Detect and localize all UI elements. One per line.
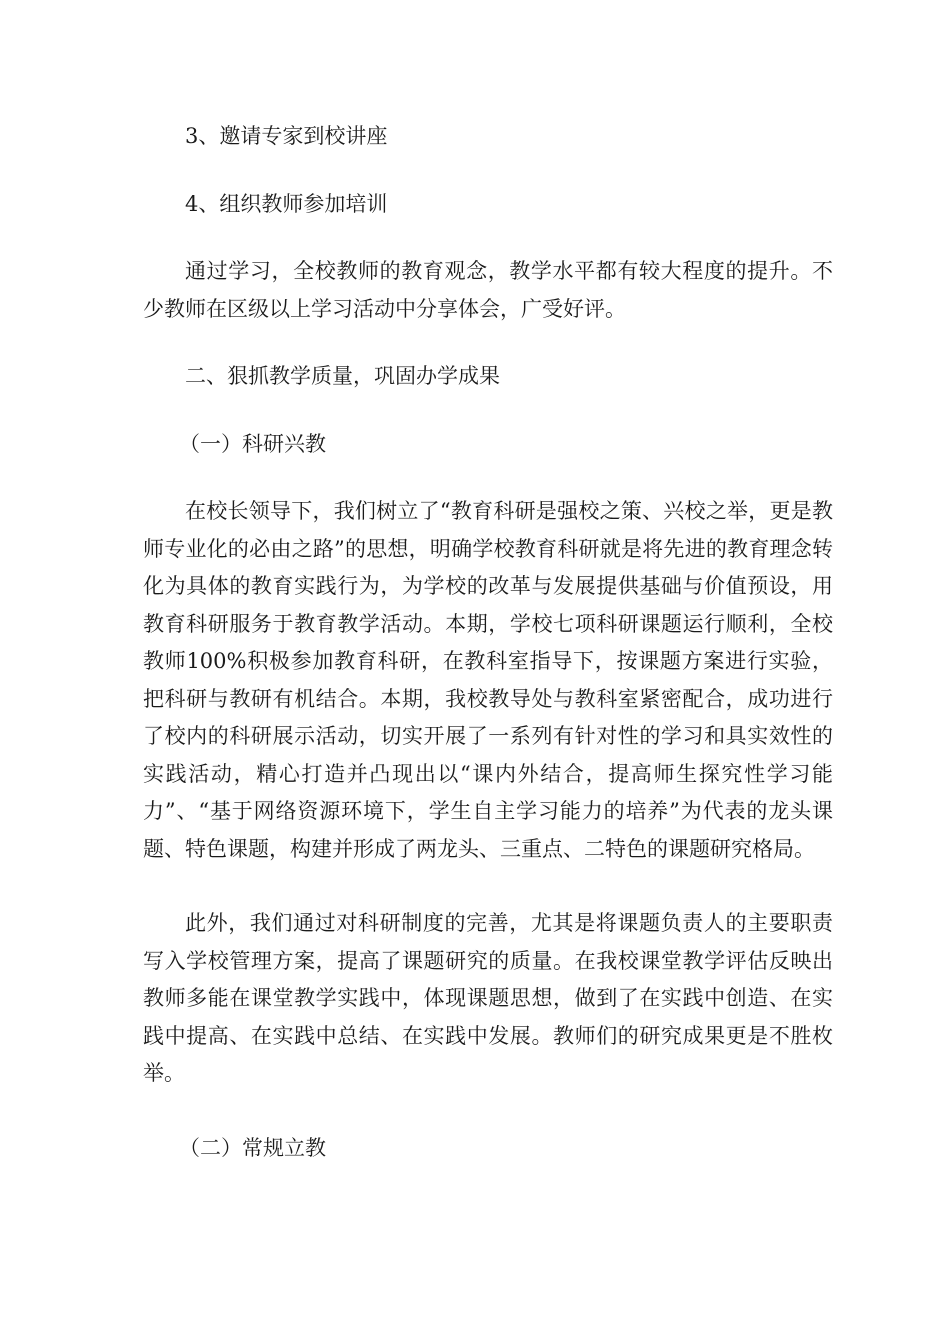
list-item-invite-experts: 3、邀请专家到校讲座 (185, 124, 388, 148)
subsection-heading-research: （一）科研兴教 (179, 431, 326, 456)
list-item-teacher-training: 4、组织教师参加培训 (185, 191, 388, 216)
section-heading: 二、狠抓教学质量，巩固办学成果 (185, 364, 500, 388)
document-body (143, 118, 833, 1167)
research-improvement-paragraph: 此外，我们通过对科研制度的完善，尤其是将课题负责人的主要职责写入学校管理方案，提高了课题研究的质量。在我校课堂教学评估反映出教师多能在课堂教学实践中，体现课题思想，做到了在实践中创造、在实践中提高、在实践中总结、在实践中发展。教师们的研究成果更是不胜枚举。 (143, 911, 833, 1085)
research-paragraph: 在校长领导下，我们树立了“教育科研是强校之策、兴校之举，更是教师专业化的必由之路”的思想，明确学校教育科研就是将先进的教育理念转化为具体的教育实践行为，为学校的改革与发展提供基础与价值预设，用教育科研服务于教育教学活动。本期，学校七项科研课题运行顺利，全校教师100%积极参加教育科研，在教科室指导下，按课题方案进行实验，把科研与教研有机结合。本期，我校教导处与教科室紧密配合，成功进行了校内的科研展示活动，切实开展了一系列有针对性的学习和具实效性的实践活动，精心打造并凸现出以“课内外结合，提高师生探究性学习能力”、“基于网络资源环境下，学生自主学习能力的培养”为代表的龙头课题、特色课题，构建并形成了两龙头、三重点、二特色的课题研究格局。 (143, 499, 833, 861)
summary-paragraph: 通过学习，全校教师的教育观念，教学水平都有较大程度的提升。不少教师在区级以上学习活动中分享体会，广受好评。 (143, 259, 833, 321)
subsection-heading-routine: （二）常规立教 (179, 1135, 326, 1160)
